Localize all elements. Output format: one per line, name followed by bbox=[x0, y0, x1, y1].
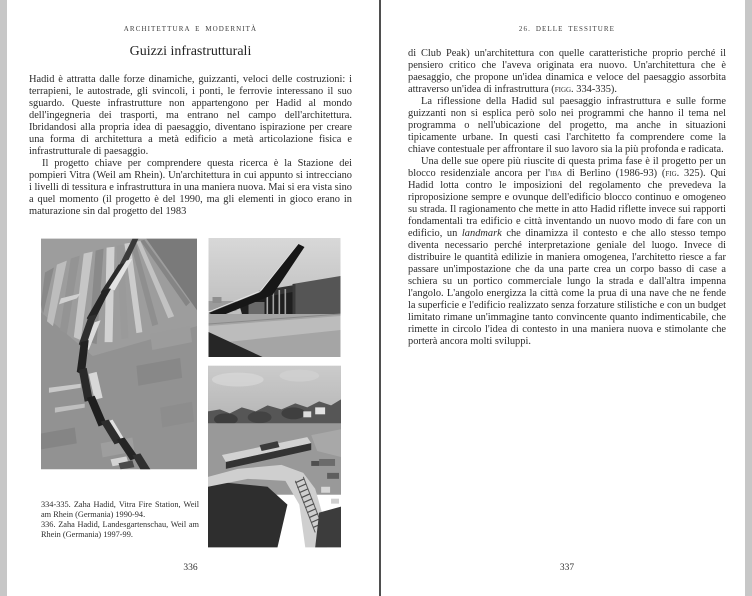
figure-photo-fire-station bbox=[208, 238, 341, 357]
figure-painting-vitra bbox=[41, 238, 197, 470]
fire-station-image bbox=[208, 238, 341, 357]
running-header-right: 26. DELLE TESSITURE bbox=[518, 25, 616, 33]
landesgartenschau-image bbox=[208, 365, 341, 548]
body-text-left bbox=[29, 74, 352, 218]
right-page bbox=[381, 0, 745, 596]
left-page bbox=[7, 0, 379, 596]
paragraph: La riflessione della Hadid sul paesaggio infrastruttura e sulle forme guizzanti non si esplica però solo nei programmi che hanno il tema nel programma o nell'ubicazione del progetto, ma anche in situazioni tipicamente urbane. In questi casi l'architetto fa comprendere come la chiave contestuale per affrontare il suo lavoro sia la più profonda e radicata. bbox=[408, 96, 726, 155]
paragraph: Una delle sue opere più riuscite di questa prima fase è il progetto per un blocco residenziale ancora per l'iba di Berlino (1986-93) (fig. 325). Qui Hadid lotta contro le imposizioni del regolamento che prevedeva la riproposizione sempre e ovunque dell'edificio blocco continuo e omogeneo su strada. Il ragionamento che mette in atto Hadid riflette invece sui rapporti fondamentali tra edificio e città inventando un nuovo modo di fare con un edificio, un landmark che dinamizza il contesto e che allo stesso tempo diventa necessario perché interpretazione geniale del luogo. Invece di distribuire le quantità edilizie in maniera omogenea, l'architetto riesce a far passare un'impostazione che da una parte crea un corpo basso di case a schiera su un portico commerciale lungo la strada e dall'altra impenna l'angolo. L'angolo energizza la città come la prua di una nave che ne fende la superficie e l'edificio realizzato senza forzature stilistiche e con un budget limitato rimane un'immagine tanto convincente quanto indimenticabile, che rimette in circolo l'idea di contesto in una maniera nuova e stimolante che porterà ancora molti sviluppi. bbox=[408, 156, 726, 347]
figure-photo-landesgartenschau bbox=[208, 365, 341, 548]
running-header-left: ARCHITETTURA E MODERNITÀ bbox=[123, 25, 258, 33]
page-number-right: 337 bbox=[559, 563, 575, 573]
paragraph: Il progetto chiave per comprendere questa ricerca è la Stazione dei pompieri Vitra (Weil am Rhein). Un'architettura in cui appunto si intrecciano i livelli di tessitura e infrastruttura in una maniera nuova. Mai si era vista sino a quel momento (il progetto è del 1990, ma gli elementi in gioco erano in maturazione sin dal progetto del 1983 bbox=[29, 158, 352, 217]
paragraph: 336. Zaha Hadid, Landesgartenschau, Weil am Rhein (Germania) 1997-99. bbox=[41, 520, 199, 539]
page-number-left: 336 bbox=[183, 563, 198, 573]
scan-edge-right bbox=[745, 0, 752, 596]
section-title: Guizzi infrastrutturali bbox=[129, 44, 252, 59]
paragraph: Hadid è attratta dalle forze dinamiche, guizzanti, veloci delle costruzioni: i terrapieni, le autostrade, gli svincoli, i ponti, le ferrovie interessano il suo sguardo. Queste infrastrutture non appartengono per Hadid al mondo dell'ingegneria dei trasporti, ma entrano nel campo dell'architettura. Ibridandosi alla propria idea di paesaggio, diventano ispirazione per creare una forma di architettura a metà edificio a metà articolazione fisica e infrastrutturale di paesaggio. bbox=[29, 74, 352, 157]
paragraph: 334-335. Zaha Hadid, Vitra Fire Station, Weil am Rhein (Germania) 1990-94. bbox=[41, 500, 199, 519]
scan-edge-left bbox=[0, 0, 7, 596]
paragraph: di Club Peak) un'architettura con quelle caratteristiche proprio perché il pensiero critico che l'aveva originata era nuovo. Un'architettura che è paesaggio, che propone un'idea dinamica e veloce del paesaggio assorbita attraverso un'idea di infrastruttura (figg. 334-335). bbox=[408, 48, 726, 95]
figure-caption bbox=[41, 500, 199, 540]
painting-image bbox=[41, 238, 197, 470]
body-text-right bbox=[408, 48, 726, 348]
